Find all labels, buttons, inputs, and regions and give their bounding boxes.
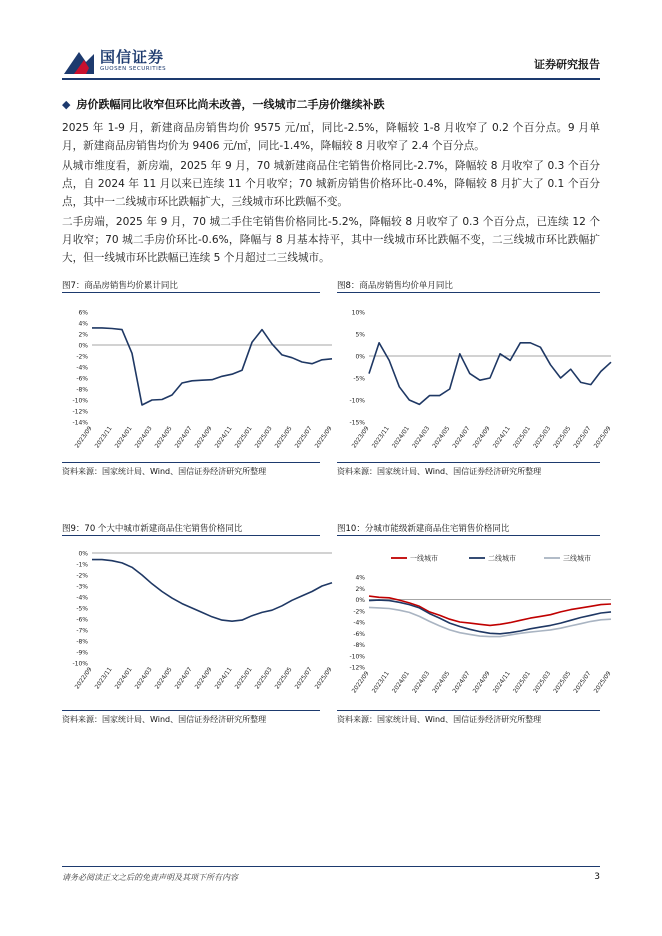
header-divider [62, 78, 600, 80]
guosen-logo-icon [62, 48, 96, 76]
fig10-series-line-2 [369, 600, 611, 634]
fig7-series-line-1 [92, 328, 332, 405]
fig10-series-line-3 [369, 607, 611, 636]
fig10-legend-label: 一线城市 [410, 554, 438, 563]
fig10-xtick-label: 2024/03 [411, 670, 432, 695]
fig9-ytick-label: -10% [72, 660, 88, 668]
fig10-xtick-label: 2025/09 [592, 670, 613, 695]
fig7-xtick-label: 2023/09 [73, 425, 94, 450]
fig10-xtick-label: 2024/01 [390, 670, 411, 695]
fig10-xtick-label: 2024/09 [471, 670, 492, 695]
fig10-xtick-label: 2025/07 [572, 670, 593, 695]
fig10-legend-label: 二线城市 [488, 554, 516, 563]
fig7-ytick-label: -4% [76, 364, 88, 372]
fig7-xtick-label: 2024/03 [133, 425, 154, 450]
fig10-xtick-label: 2024/05 [431, 670, 452, 695]
fig9-chart [62, 545, 334, 705]
fig9-xtick-label: 2024/09 [193, 666, 214, 691]
fig7-ytick-label: -10% [72, 397, 88, 405]
fig9-title-rule [62, 535, 320, 536]
fig9-ytick-label: -4% [76, 594, 88, 602]
fig7-xtick-label: 2025/01 [233, 425, 254, 450]
fig9-xtick-label: 2025/07 [293, 666, 314, 691]
fig7-xtick-label: 2025/05 [273, 425, 294, 450]
fig7-xtick-label: 2024/01 [113, 425, 134, 450]
fig8-title: 图8：商品房销售均价单月同比 [337, 281, 453, 291]
fig10-legend-label: 三线城市 [563, 554, 591, 563]
fig10-xtick-label: 2024/07 [451, 670, 472, 695]
brand-name-en: GUOSEN SECURITIES [100, 66, 167, 72]
fig7-xtick-label: 2024/09 [193, 425, 214, 450]
fig8-title-rule [337, 292, 600, 293]
footer-disclaimer: 请务必阅读正文之后的免责声明及其项下所有内容 [62, 873, 238, 882]
fig10-xtick-label: 2025/05 [552, 670, 573, 695]
paragraph-1: 2025 年 1-9 月，新建商品房销售均价 9575 元/㎡，同比-2.5%，降幅较 1-8 月收窄了 0.2 个百分点。9 月单月，新建商品房销售均价为 9406 元/㎡，同比-1.4%，降幅较 8 月收窄了 2.4 个百分点。 [62, 122, 600, 152]
fig9-xtick-label: 2024/01 [113, 666, 134, 691]
fig10-ytick-label: 4% [355, 574, 365, 582]
fig7-xtick-label: 2025/03 [253, 425, 274, 450]
fig7-xtick-label: 2023/11 [93, 425, 114, 450]
fig7-source-rule [62, 462, 320, 463]
fig8-xtick-label: 2024/07 [451, 425, 472, 450]
fig10-source: 资料来源：国家统计局、Wind、国信证券经济研究所整理 [337, 715, 542, 724]
fig8-xtick-label: 2025/09 [592, 425, 613, 450]
section-heading [62, 96, 384, 112]
fig9-ytick-label: 0% [78, 550, 88, 558]
fig7-ytick-label: -6% [76, 375, 88, 383]
fig9-ytick-label: -9% [76, 649, 88, 657]
fig8-xtick-label: 2024/03 [411, 425, 432, 450]
fig9-source: 资料来源：国家统计局、Wind、国信证券经济研究所整理 [62, 715, 267, 724]
fig10-ytick-label: -12% [349, 664, 365, 672]
fig8-xtick-label: 2024/09 [471, 425, 492, 450]
paragraph-2: 从城市维度看，新房端，2025 年 9 月，70 城新建商品住宅销售价格同比-2.7%，降幅较 8 月收窄了 0.3 个百分点，自 2024 年 11 月以来已连续 11 个月收窄；70 城新房销售价格环比-0.4%，降幅较 8 月扩大了 0.1 个百分点，其中一二线城市环比跌幅扩大，三线城市环比跌幅不变。 [62, 160, 600, 208]
fig9-xtick-label: 2025/05 [273, 666, 294, 691]
fig8-xtick-label: 2024/11 [491, 425, 512, 450]
fig9-ytick-label: -5% [76, 605, 88, 613]
fig10-ytick-label: -10% [349, 653, 365, 661]
fig9-series-line-1 [92, 560, 332, 622]
fig8-ytick-label: -15% [349, 419, 365, 427]
fig9-xtick-label: 2024/11 [213, 666, 234, 691]
fig9-xtick-label: 2025/09 [313, 666, 334, 691]
fig7-ytick-label: 6% [78, 309, 88, 317]
fig9-xtick-label: 2025/01 [233, 666, 254, 691]
fig7-ytick-label: 4% [78, 320, 88, 328]
fig9-source-rule [62, 710, 320, 711]
fig8-source-rule [337, 462, 600, 463]
fig10-xtick-label: 2025/03 [532, 670, 553, 695]
fig10-ytick-label: 2% [355, 585, 365, 593]
fig8-xtick-label: 2023/09 [350, 425, 371, 450]
fig10-ytick-label: -2% [353, 608, 365, 616]
paragraph-3: 二手房端，2025 年 9 月，70 城二手住宅销售价格同比-5.2%，降幅较 8 月收窄了 0.3 个百分点，已连续 12 个月收窄；70 城二手房价环比-0.6%，降幅与 8 月基本持平，其中一线城市环比跌幅不变，二三线城市环比跌幅扩大，但一线城市环比跌幅已连续 5 个月超过二三线城市。 [62, 216, 600, 264]
fig8-ytick-label: 10% [351, 309, 365, 317]
fig8-series-line-1 [369, 343, 611, 405]
fig7-xtick-label: 2024/07 [173, 425, 194, 450]
fig8-xtick-label: 2025/03 [532, 425, 553, 450]
fig7-title-rule [62, 292, 320, 293]
fig8-xtick-label: 2025/07 [572, 425, 593, 450]
fig7-ytick-label: -14% [72, 419, 88, 427]
fig8-xtick-label: 2024/05 [431, 425, 452, 450]
fig8-ytick-label: 5% [355, 331, 365, 339]
fig10-ytick-label: -6% [353, 630, 365, 638]
fig8-ytick-label: -5% [353, 375, 365, 383]
fig7-source: 资料来源：国家统计局、Wind、国信证券经济研究所整理 [62, 467, 267, 476]
section-heading-text: 房价跌幅同比收窄但环比尚未改善，一线城市二手房价继续补跌 [76, 98, 385, 111]
fig10-chart [337, 545, 613, 705]
fig8-source: 资料来源：国家统计局、Wind、国信证券经济研究所整理 [337, 467, 542, 476]
fig9-ytick-label: -1% [76, 561, 88, 569]
fig8-xtick-label: 2024/01 [390, 425, 411, 450]
fig7-ytick-label: 2% [78, 331, 88, 339]
fig8-xtick-label: 2025/05 [552, 425, 573, 450]
fig7-xtick-label: 2025/07 [293, 425, 314, 450]
fig7-title: 图7：商品房销售均价累计同比 [62, 281, 178, 291]
fig7-ytick-label: -8% [76, 386, 88, 394]
fig10-ytick-label: 0% [355, 597, 365, 604]
page-number: 3 [594, 872, 600, 882]
fig10-title-rule [337, 535, 600, 536]
fig7-ytick-label: -12% [72, 408, 88, 416]
diamond-bullet-icon: ◆ [62, 98, 71, 111]
fig10-title: 图10：分城市能级新建商品住宅销售价格同比 [337, 524, 510, 534]
fig9-xtick-label: 2024/07 [173, 666, 194, 691]
fig8-ytick-label: 0% [355, 353, 365, 361]
fig9-xtick-label: 2025/03 [253, 666, 274, 691]
fig9-ytick-label: -7% [76, 627, 88, 635]
fig8-xtick-label: 2023/11 [370, 425, 391, 450]
fig9-ytick-label: -2% [76, 572, 88, 580]
fig9-ytick-label: -8% [76, 638, 88, 646]
fig7-ytick-label: 0% [78, 342, 88, 350]
fig8-xtick-label: 2025/01 [511, 425, 532, 450]
fig7-xtick-label: 2024/05 [153, 425, 174, 450]
fig10-ytick-label: -8% [353, 642, 365, 649]
fig8-ytick-label: -10% [349, 397, 365, 405]
footer-divider [62, 866, 600, 867]
fig10-xtick-label: 2025/01 [511, 670, 532, 695]
fig10-ytick-label: -4% [353, 619, 365, 627]
fig9-xtick-label: 2022/09 [73, 666, 94, 691]
fig9-ytick-label: -3% [76, 583, 88, 591]
report-type-label: 证券研究报告 [534, 58, 600, 71]
fig7-xtick-label: 2025/09 [313, 425, 334, 450]
fig10-xtick-label: 2022/09 [350, 670, 371, 695]
fig10-xtick-label: 2023/11 [370, 670, 391, 695]
fig9-xtick-label: 2024/03 [133, 666, 154, 691]
fig9-xtick-label: 2023/11 [93, 666, 114, 691]
fig8-chart [337, 300, 613, 458]
fig9-title: 图9：70 个大中城市新建商品住宅销售价格同比 [62, 524, 243, 534]
fig9-ytick-label: -6% [76, 616, 88, 624]
brand-name-cn: 国信证券 [100, 48, 165, 66]
fig7-xtick-label: 2024/11 [213, 425, 234, 450]
fig9-xtick-label: 2024/05 [153, 666, 174, 691]
fig10-xtick-label: 2024/11 [491, 670, 512, 695]
fig10-source-rule [337, 710, 600, 711]
fig7-ytick-label: -2% [76, 353, 88, 361]
fig7-chart [62, 300, 334, 458]
